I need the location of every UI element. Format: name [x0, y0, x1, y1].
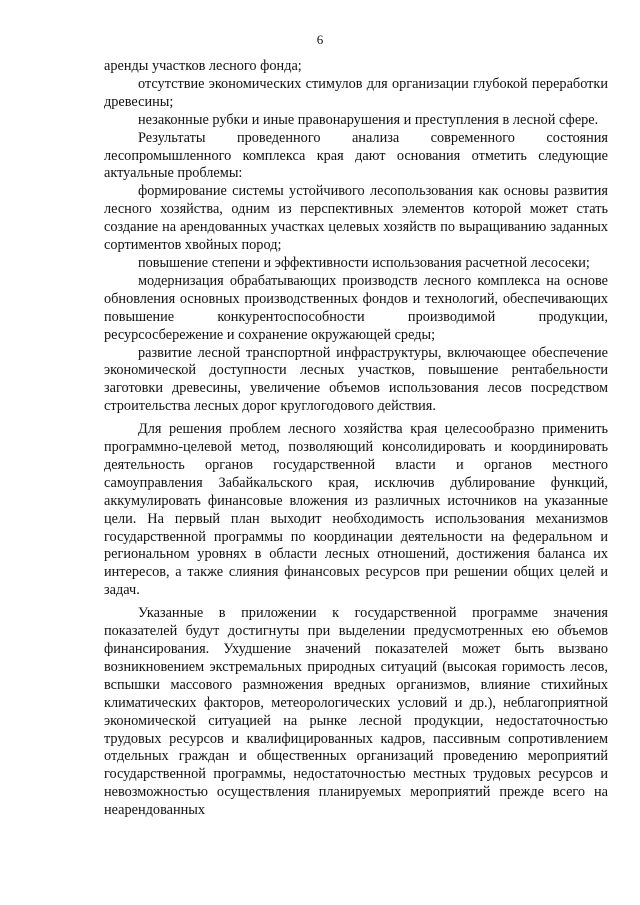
document-body — [104, 58, 608, 820]
page-number: 6 — [316, 32, 324, 47]
paragraph-program-method: Для решения проблем лесного хозяйства края целесообразно применить программно-целевой метод, позволяющий консолидировать и координировать деятельность органов государственной власти и органов местного самоуправления Забайкальского края, исключив дублирование функций, аккумулировать финансовые вложения из различных источников на указанные цели. На первый план выходит необходимость использования механизмов государственной программы по координации деятельности на федеральном и региональном уровнях в области лесных отношений, достижения баланса их интересов, а также слияния финансовых ресурсов при решении общих целей и задач. — [104, 421, 608, 599]
paragraph-sustainable-use: формирование системы устойчивого лесопользования как основы развития лесного хозяйства, одним из перспективных элементов которой может стать создание на арендованных участках целевых хозяйств по выращиванию заданных сортиментов хвойных пород; — [104, 183, 608, 254]
paragraph-transport-infrastructure: развитие лесной транспортной инфраструктуры, включающее обеспечение экономической доступности лесных участков, повышение рентабельности заготовки древесины, увеличение объемов использования лесов посредством строительства лесных дорог круглогодового действия. — [104, 344, 608, 415]
paragraph-lease-plots: аренды участков лесного фонда; — [104, 58, 302, 74]
paragraph-no-incentives: отсутствие экономических стимулов для организации глубокой переработки древесины; — [104, 75, 608, 110]
paragraph-indicators: Указанные в приложении к государственной программе значения показателей будут достигнуты при выделении предусмотренных ею объемов финансирования. Ухудшение значений показателей может быть вызвано возникновением экстремальных природных ситуаций (высокая горимость лесов, вспышки массового размножения вредных организмов, влияние стихийных климатических факторов, метеорологических условий и др.), неблагоприятной экономической ситуацией на рынке лесной продукции, недостаточностью трудовых ресурсов и квалифицированных кадров, пассивным сопротивлением отдельных граждан и общественных организаций проведению мероприятий государственной программы, недостаточностью местных трудовых ресурсов и невозможностью осуществления планируемых мероприятий прежде всего на неарендованных — [104, 605, 608, 819]
paragraph-analysis-results: Результаты проведенного анализа современного состояния лесопромышленного комплекса края дают основания отметить следующие актуальные проблемы: — [104, 129, 608, 182]
paragraph-modernization: модернизация обрабатывающих производств лесного комплекса на основе обновления основных производственных фондов и технологий, обеспечивающих повышение конкурентоспособности производимой продукции, ресурсосбережение и сохранение окружающей среды; — [104, 272, 608, 343]
paragraph-illegal-logging: незаконные рубки и иные правонарушения и преступления в лесной сфере. — [138, 111, 599, 128]
paragraph-cutting-area: повышение степени и эффективности использования расчетной лесосеки; — [138, 254, 590, 271]
